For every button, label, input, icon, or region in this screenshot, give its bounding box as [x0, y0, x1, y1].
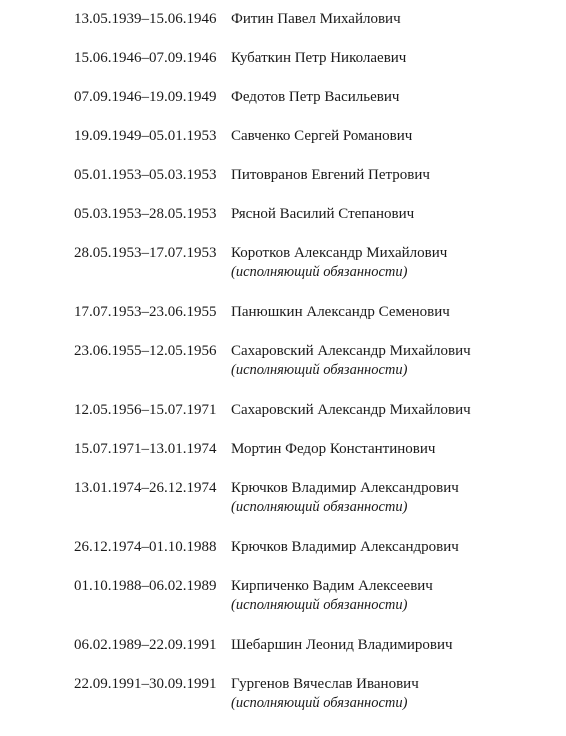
person-name: Сахаровский Александр Михайлович: [231, 402, 471, 418]
person-cell: [231, 401, 554, 420]
person-cell: [231, 205, 554, 224]
list-item: [74, 577, 554, 636]
person-name: Гургенов Вячеслав Иванович: [231, 676, 419, 692]
list-item: [74, 675, 554, 734]
person-cell: [231, 577, 554, 615]
person-name: Кубаткин Петр Николаевич: [231, 50, 407, 66]
list-item: [74, 88, 554, 127]
term-dates: 13.05.1939–15.06.1946: [74, 11, 217, 27]
person-cell: [231, 636, 554, 655]
person-name: Савченко Сергей Романович: [231, 128, 413, 144]
person-name: Сахаровский Александр Михайлович: [231, 343, 471, 359]
person-name: Кирпиченко Вадим Алексеевич: [231, 578, 433, 594]
person-cell: [231, 479, 554, 517]
term-dates: 28.05.1953–17.07.1953: [74, 245, 217, 261]
term-dates: 12.05.1956–15.07.1971: [74, 402, 217, 418]
list-item: [74, 440, 554, 479]
person-name: Панюшкин Александр Семенович: [231, 304, 450, 320]
person-name: Мортин Федор Константинович: [231, 441, 436, 457]
list-item: [74, 538, 554, 577]
term-dates: 15.06.1946–07.09.1946: [74, 50, 217, 66]
list-item: [74, 127, 554, 166]
acting-note: (исполняющий обязанности): [231, 499, 408, 515]
person-cell: [231, 342, 554, 380]
term-dates: 05.03.1953–28.05.1953: [74, 206, 217, 222]
term-dates: 19.09.1949–05.01.1953: [74, 128, 217, 144]
list-item: [74, 401, 554, 440]
person-name: Федотов Петр Васильевич: [231, 89, 400, 105]
heads-list: [74, 10, 554, 734]
acting-note: (исполняющий обязанности): [231, 264, 408, 280]
list-item: [74, 49, 554, 88]
person-cell: [231, 10, 554, 29]
term-dates: 07.09.1946–19.09.1949: [74, 89, 217, 105]
person-cell: [231, 244, 554, 282]
term-dates: 01.10.1988–06.02.1989: [74, 578, 217, 594]
person-name: Коротков Александр Михайлович: [231, 245, 448, 261]
acting-note: (исполняющий обязанности): [231, 597, 408, 613]
list-item: [74, 303, 554, 342]
list-item: [74, 636, 554, 675]
person-cell: [231, 88, 554, 107]
person-cell: [231, 303, 554, 322]
term-dates: 05.01.1953–05.03.1953: [74, 167, 217, 183]
person-cell: [231, 49, 554, 68]
list-item: [74, 205, 554, 244]
acting-note: (исполняющий обязанности): [231, 362, 408, 378]
term-dates: 13.01.1974–26.12.1974: [74, 480, 217, 496]
person-name: Крючков Владимир Александрович: [231, 480, 459, 496]
term-dates: 15.07.1971–13.01.1974: [74, 441, 217, 457]
term-dates: 26.12.1974–01.10.1988: [74, 539, 217, 555]
person-name: Крючков Владимир Александрович: [231, 539, 459, 555]
term-dates: 23.06.1955–12.05.1956: [74, 343, 217, 359]
person-cell: [231, 127, 554, 146]
term-dates: 22.09.1991–30.09.1991: [74, 676, 217, 692]
list-item: [74, 479, 554, 538]
person-cell: [231, 538, 554, 557]
list-item: [74, 166, 554, 205]
term-dates: 06.02.1989–22.09.1991: [74, 637, 217, 653]
person-name: Фитин Павел Михайлович: [231, 11, 401, 27]
list-item: [74, 244, 554, 303]
person-cell: [231, 166, 554, 185]
term-dates: 17.07.1953–23.06.1955: [74, 304, 217, 320]
person-name: Шебаршин Леонид Владимирович: [231, 637, 453, 653]
person-cell: [231, 440, 554, 459]
person-name: Питовранов Евгений Петрович: [231, 167, 430, 183]
list-item: [74, 10, 554, 49]
person-cell: [231, 675, 554, 713]
list-item: [74, 342, 554, 401]
acting-note: (исполняющий обязанности): [231, 695, 408, 711]
person-name: Рясной Василий Степанович: [231, 206, 415, 222]
